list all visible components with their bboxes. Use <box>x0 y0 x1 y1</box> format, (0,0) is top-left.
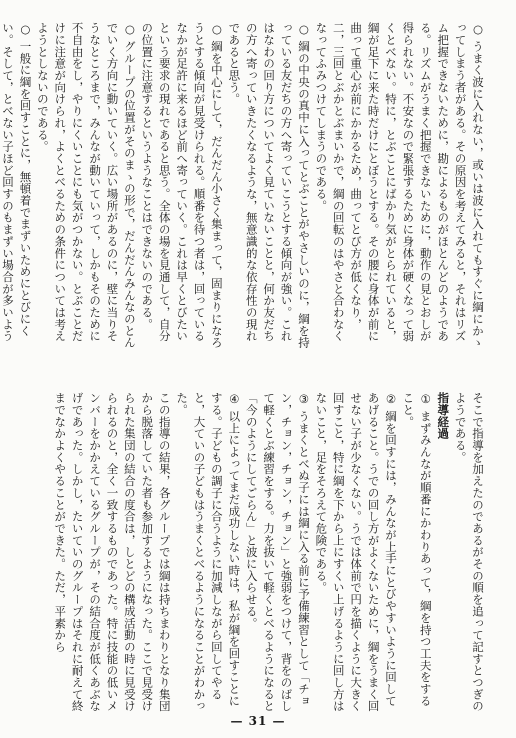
lower-text-block <box>38 392 486 712</box>
instruction-item: ④ 以上によってまだ成功しない時は，私が綱を回すことにする。子どもの調子に合うように加減しながら回してやると，大ていの子どもはうまくとべるようになることがわかった。 <box>175 392 242 712</box>
observation-paragraph: ○ うまく波に入れない，或いは波に入れてもすぐに綱にかゝってしまう者がある。その原因を考えてみると，それはリズム把握できないために，勘によるものがほとんどのようである。リズムがうまく把握できないために，動作の見とおしが得られない。不安なので緊張するために身体が硬くなって弱くとべない。特に，とぶことにばかり気がとられていると，綱が足下に来た時だけにとぼうとする。その腰に身体が前に曲って重心が前にかかるため，曲ってとび方が低くなり，二，三回とぶかとぶまいかで，綱の回転のはやさと合わなくなってふみつけてしまうのである。 <box>314 22 485 349</box>
page-number: — 31 — <box>230 714 286 728</box>
result-paragraph: この指導の結果，各グループでは綱は持ちまわりとなり集団から脱落していた者も参加するようになった。ここで見受けられた集団の結合の度合は，しとどの構成活動の時に見受けられるのと，全く一致するものであった。特に技能の低いメンバーをかかえているグループが，その結合度が低くあぶなげであった。しかし，たいていのグループはそれに耐えて終までなかよくやることができた。ただ，平素から <box>53 392 172 712</box>
observation-paragraph: ○ 一般に綱を回すことに，無頓着でまずいためにとびにくい。そして，とべない子ほど回すのもまずい場合が多いよう <box>1 22 33 342</box>
instruction-item: ③ うまくとべぬ子には綱に入る前に予備練習として「チョン，チョン，チョン，チョン」と強弱をつけて，背をのばして軽くとぶ練習をする。力を抜いて軽くとべるようになると「今のようにしてごらん」と波に入らせる。 <box>244 392 311 712</box>
instruction-item: ① まずみんなが順番にかわりあって，綱を持つ工夫をすること。 <box>401 392 433 707</box>
upper-text-block <box>1 22 486 350</box>
observation-paragraph: ○ 綱の中央の真中に入ってとぶことがやさしいのに，綱を持っている友だちの方へ寄っていこうとする傾向が強い。これはなわの回り方についてよく見ていないことと，何か友だちの方へ寄っていきたくなるような，無意識的な依存性の現れであると思う。 <box>227 22 311 349</box>
intro-paragraph: そこで指導を加えたのであるがその順を追って記すとつぎのようである。 <box>453 392 485 712</box>
observation-paragraph: ○ グループの位置がそのまゝの形で，だんだんみんなのとんでいく方向に動いていく。広い場所があるのに，壁に当りそうなところまで，みんなが動いていって，しかもそのために不自由をし，やりにくいことにも気がつかない。とぶことだけに注意が向けられ，よくとべるための条件については考えようとしないのである。 <box>35 22 137 349</box>
instruction-item: ② 綱を回すには，みんなが上手にとびやすいように回してあげること。うでの回し方がよくないために，綱をうまく回せない子が少なくない。うでは体前で円を描くように大きく回すこと，特に綱を下から上にすくい上げるように回し方はないこと，足をそろえて危険である。 <box>314 392 398 712</box>
section-divider <box>38 372 486 373</box>
section-heading: 指導経過 <box>436 392 451 440</box>
observation-paragraph: ○ 綱を中心にして，だんだん小さく集まって，固まりになろうとする傾向が見受けられる。順番を待つ者は，回っているなかが足許に来るほど前へ寄っていく。これは早くとびたいという要求の現れであると思う。全体の場を見通して，自分の位置に注意するというようなことはできないのである。 <box>140 22 224 349</box>
